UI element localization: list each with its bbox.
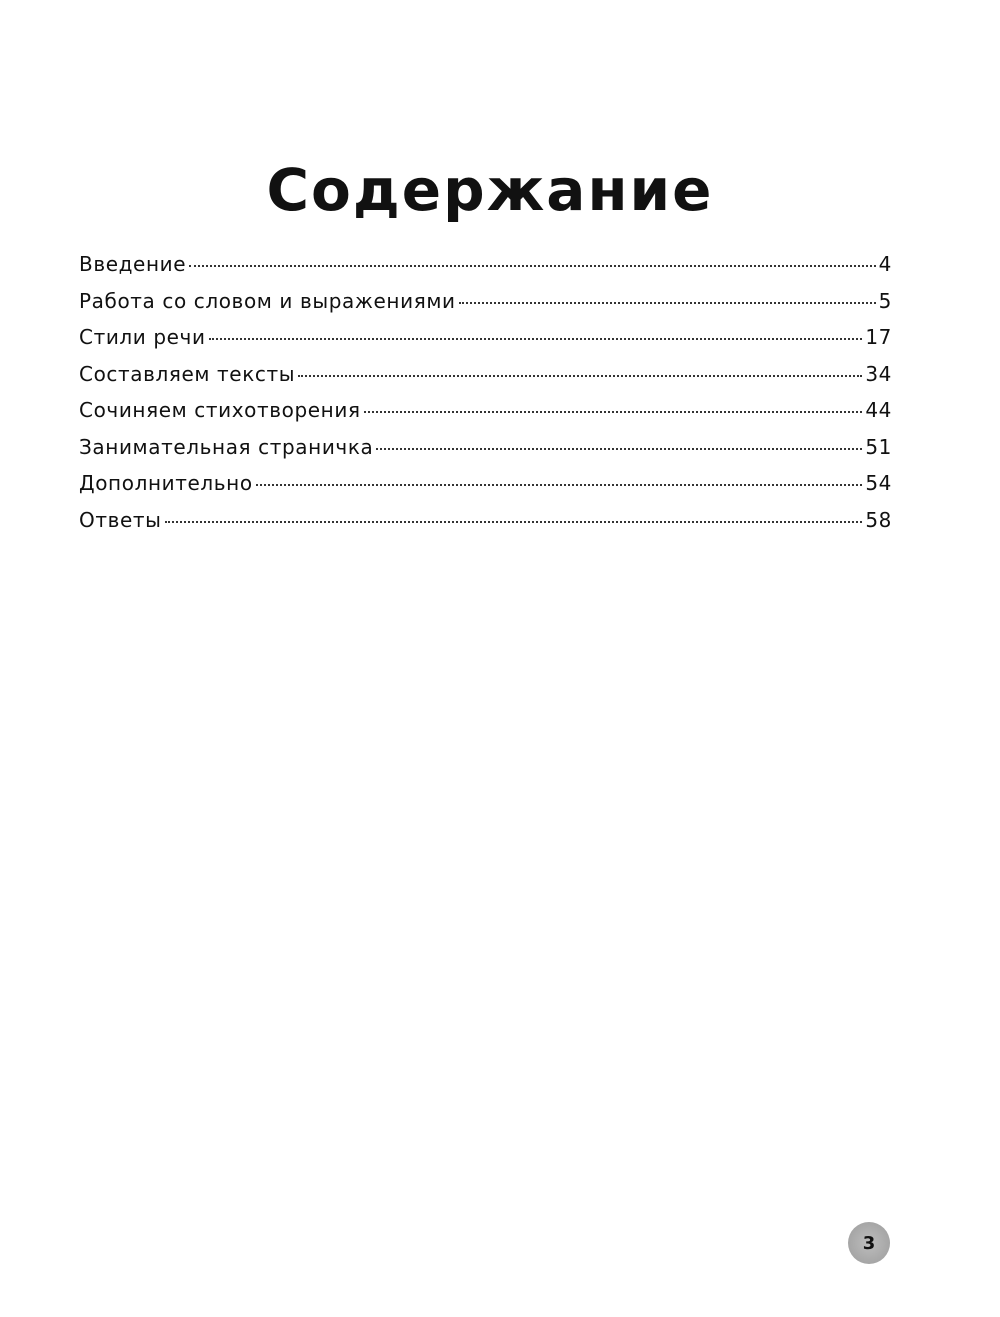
dot-leader — [364, 411, 863, 413]
toc-entry-page: 4 — [878, 252, 892, 276]
toc-entry-additional[interactable] — [79, 471, 892, 508]
table-of-contents — [79, 252, 892, 544]
page-number-badge — [848, 1222, 890, 1264]
dot-leader — [165, 521, 863, 523]
toc-entry-label: Стили речи — [79, 325, 206, 349]
dot-leader — [298, 375, 862, 377]
toc-entry-writing-poems[interactable] — [79, 398, 892, 435]
toc-entry-label: Введение — [79, 252, 187, 276]
dot-leader — [189, 265, 876, 267]
toc-entry-fun-page[interactable] — [79, 435, 892, 472]
toc-entry-speech-styles[interactable] — [79, 325, 892, 362]
toc-entry-introduction[interactable] — [79, 252, 892, 289]
toc-entry-label: Сочиняем стихотворения — [79, 398, 361, 422]
toc-entry-page: 54 — [865, 471, 892, 495]
toc-entry-label: Составляем тексты — [79, 361, 296, 386]
toc-entry-page: 58 — [865, 507, 892, 532]
dot-leader — [376, 448, 862, 450]
page-number: 3 — [862, 1232, 876, 1254]
toc-entry-page: 51 — [865, 434, 892, 459]
toc-entry-page: 17 — [865, 325, 892, 349]
toc-entry-composing-texts[interactable] — [79, 362, 892, 399]
toc-entry-page: 5 — [878, 288, 892, 313]
toc-entry-label: Работа со словом и выражениями — [79, 288, 456, 313]
toc-entry-word-work[interactable] — [79, 289, 892, 326]
dot-leader — [459, 302, 876, 304]
toc-entry-page: 34 — [865, 361, 892, 386]
dot-leader — [209, 338, 863, 340]
toc-entry-label: Занимательная страничка — [79, 434, 374, 459]
toc-entry-label: Дополнительно — [79, 471, 253, 495]
dot-leader — [256, 484, 863, 486]
toc-entry-page: 44 — [865, 398, 892, 422]
toc-entry-answers[interactable] — [79, 508, 892, 545]
toc-entry-label: Ответы — [79, 507, 162, 532]
page-title: Содержание — [266, 156, 714, 224]
